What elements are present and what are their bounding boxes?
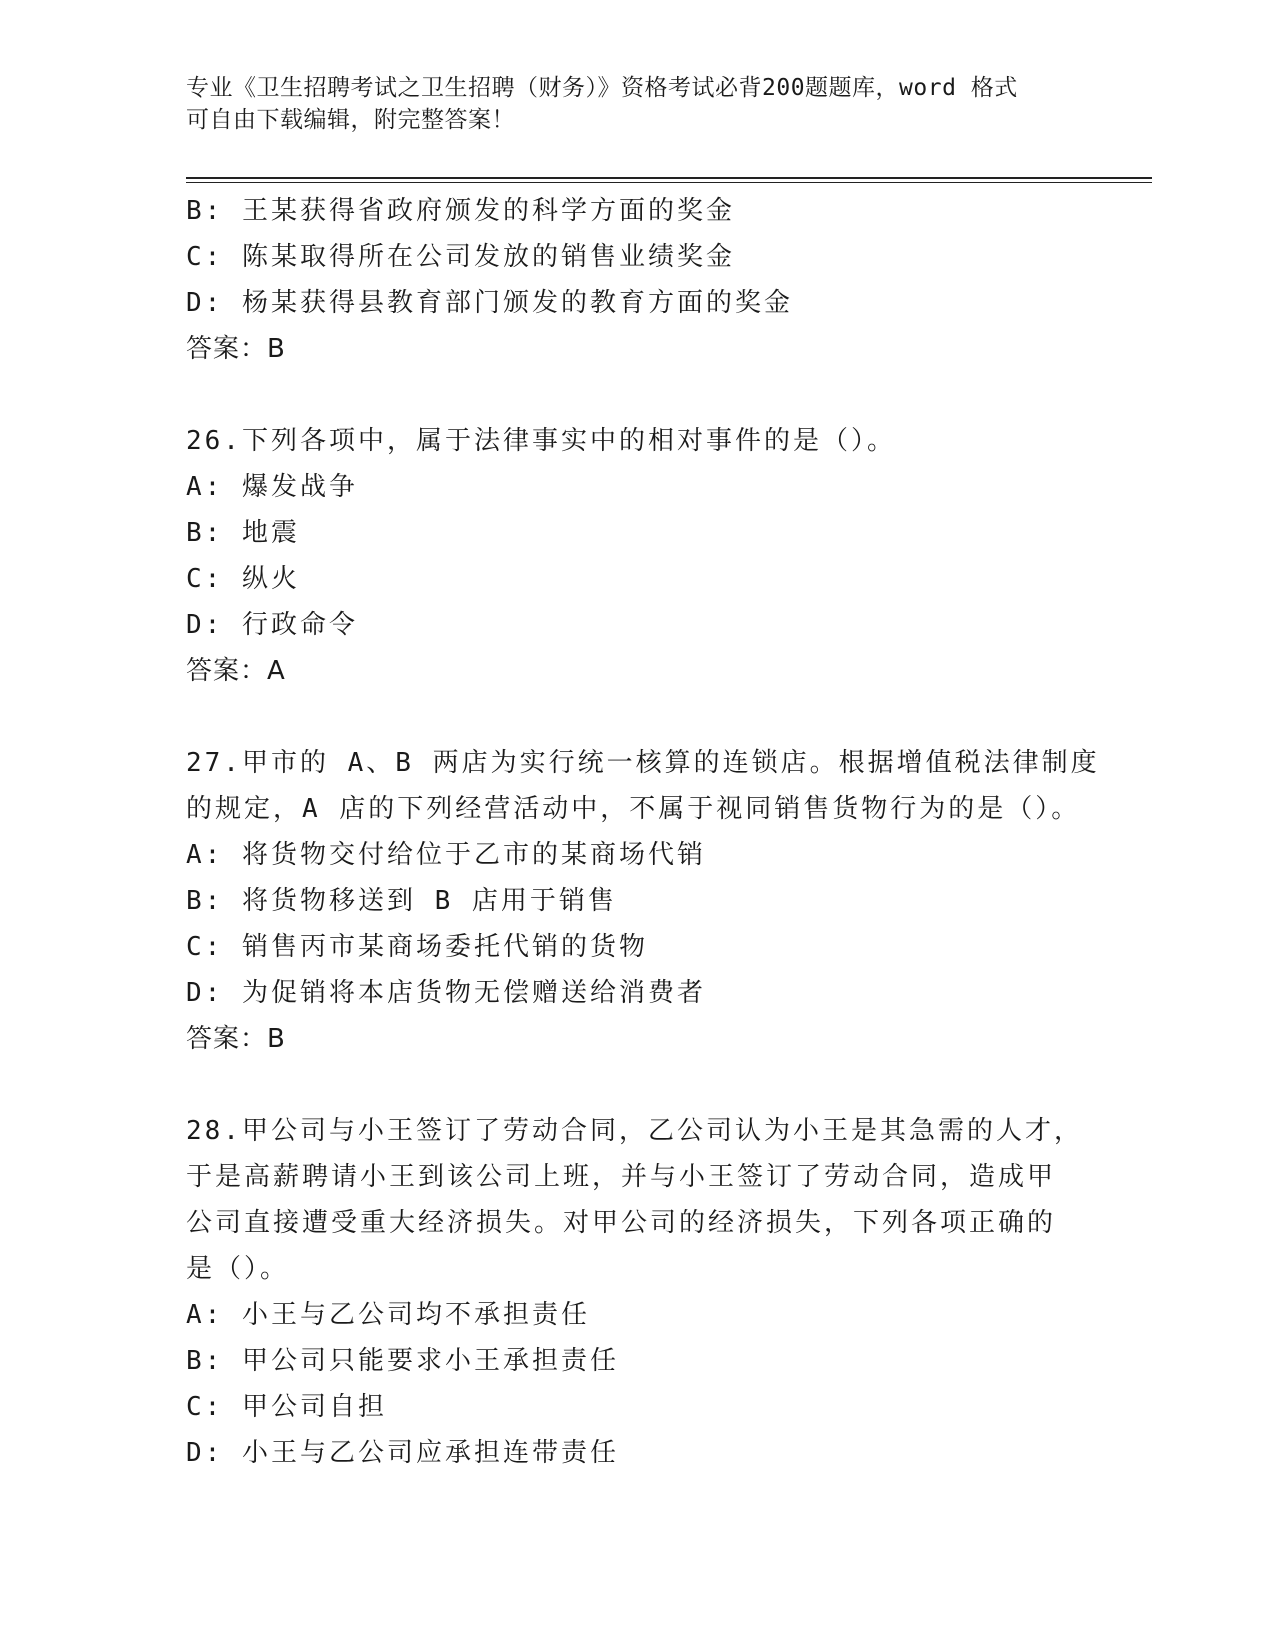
option-line: D: 杨某获得县教育部门颁发的教育方面的奖金	[186, 288, 793, 318]
header-line: 专业《卫生招聘考试之卫生招聘（财务）》资格考试必背200题题库，word 格式	[186, 75, 1018, 101]
answer-line: 答案：B	[186, 1024, 286, 1054]
option-line: C: 纵火	[186, 564, 300, 594]
question-stem: 27.甲市的 A、B 两店为实行统一核算的连锁店。根据增值税法律制度	[186, 748, 1100, 778]
option-line: A: 将货物交付给位于乙市的某商场代销	[186, 840, 706, 870]
option-line: A: 小王与乙公司均不承担责任	[186, 1300, 590, 1330]
question-stem: 26.下列各项中，属于法律事实中的相对事件的是（）。	[186, 426, 896, 456]
question-stem: 的规定，A 店的下列经营活动中，不属于视同销售货物行为的是（）。	[186, 794, 1081, 824]
question-list	[186, 188, 1100, 1476]
option-line: B: 甲公司只能要求小王承担责任	[186, 1346, 619, 1376]
question-block	[186, 740, 1100, 1062]
document-header	[186, 72, 1066, 136]
spacer	[186, 1062, 1086, 1108]
header-divider	[186, 182, 1152, 183]
answer-line: 答案：B	[186, 334, 286, 364]
option-line: D: 为促销将本店货物无偿赠送给消费者	[186, 978, 706, 1008]
option-line: D: 行政命令	[186, 610, 358, 640]
option-line: B: 王某获得省政府颁发的科学方面的奖金	[186, 196, 735, 226]
question-block	[186, 418, 1086, 694]
header-divider	[186, 177, 1152, 179]
option-line: B: 将货物移送到 B 店用于销售	[186, 886, 617, 916]
option-line: A: 爆发战争	[186, 472, 358, 502]
header-line: 可自由下载编辑，附完整答案！	[186, 107, 515, 133]
spacer	[186, 372, 1086, 418]
question-block	[186, 188, 1086, 372]
question-block	[186, 1108, 1086, 1476]
spacer	[186, 694, 1086, 740]
option-line: C: 甲公司自担	[186, 1392, 387, 1422]
question-stem: 公司直接遭受重大经济损失。对甲公司的经济损失，下列各项正确的	[186, 1208, 1057, 1238]
question-stem: 于是高薪聘请小王到该公司上班，并与小王签订了劳动合同，造成甲	[186, 1162, 1057, 1192]
question-stem: 28.甲公司与小王签订了劳动合同，乙公司认为小王是其急需的人才，	[186, 1116, 1083, 1146]
option-line: C: 陈某取得所在公司发放的销售业绩奖金	[186, 242, 735, 272]
option-line: B: 地震	[186, 518, 300, 548]
answer-line: 答案：A	[186, 656, 286, 686]
option-line: D: 小王与乙公司应承担连带责任	[186, 1438, 619, 1468]
option-line: C: 销售丙市某商场委托代销的货物	[186, 932, 648, 962]
question-stem: 是（）。	[186, 1254, 290, 1284]
